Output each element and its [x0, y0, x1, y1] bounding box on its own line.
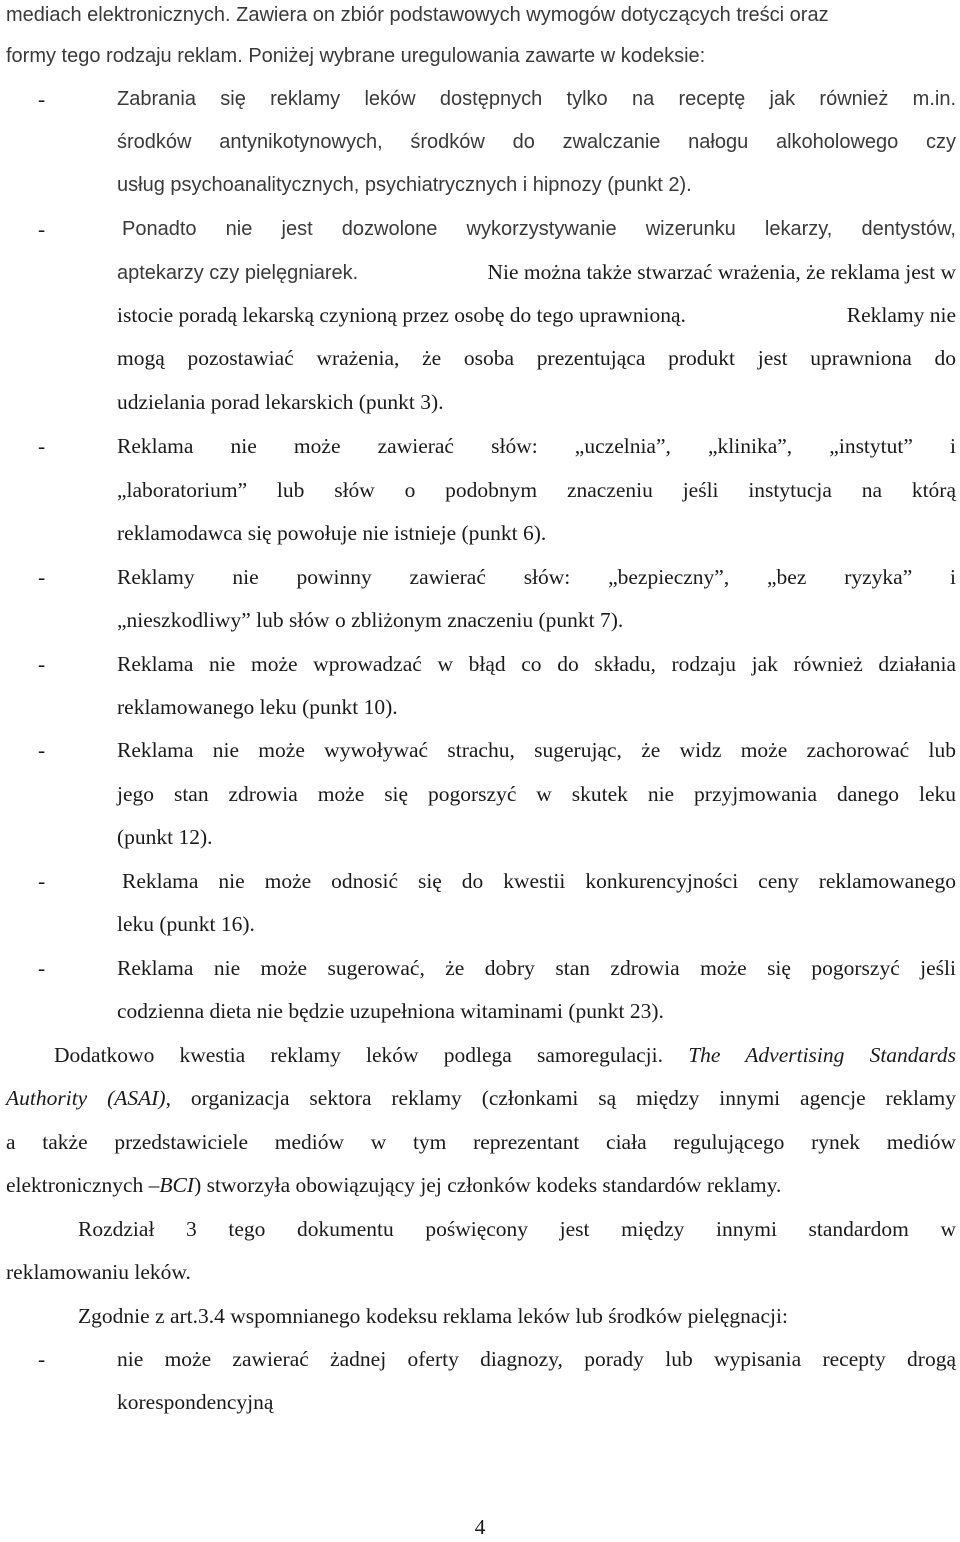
- list-bullet: -: [38, 1347, 46, 1371]
- paragraph-fragment: Dodatkowo kwestia reklamy leków podlega samoregulacji.: [54, 1043, 663, 1067]
- list-bullet: -: [38, 565, 46, 589]
- list-bullet: -: [38, 738, 46, 762]
- paragraph-fragment: , organizacja sektora reklamy (członkami są między innymi agencje reklamy: [165, 1086, 956, 1110]
- list-item-line: „nieszkodliwy” lub słów o zbliżonym znaczeniu (punkt 7).: [117, 608, 624, 632]
- list-bullet: -: [38, 869, 46, 893]
- list-item-line: jego stan zdrowia może się pogorszyć w skutek nie przyjmowania danego leku: [117, 782, 956, 806]
- list-item-line: reklamowanego leku (punkt 10).: [117, 695, 398, 719]
- paragraph-line: a także przedstawiciele mediów w tym reprezentant ciała regulującego rynek mediów: [6, 1130, 956, 1154]
- list-item-line: Reklama nie może sugerować, że dobry stan zdrowia może się pogorszyć jeśli: [117, 956, 956, 980]
- paragraph-fragment-italic: BCI: [159, 1173, 195, 1197]
- list-item-fragment: istocie poradą lekarską czynioną przez osobę do tego uprawnioną.: [117, 303, 686, 327]
- page-number: 4: [474, 1515, 486, 1539]
- list-bullet: -: [38, 956, 46, 980]
- list-bullet: -: [38, 87, 46, 111]
- paragraph-line: Rozdział 3 tego dokumentu poświęcony jest między innymi standardom w: [78, 1217, 956, 1241]
- list-item-fragment: Nie można także stwarzać wrażenia, że reklama jest w: [487, 260, 956, 284]
- list-item-line: codzienna dieta nie będzie uzupełniona witaminami (punkt 23).: [117, 999, 664, 1023]
- list-item-line: Reklama nie może odnosić się do kwestii konkurencyjności ceny reklamowanego: [122, 869, 956, 893]
- paragraph-line: Zgodnie z art.3.4 wspomnianego kodeksu reklama leków lub środków pielęgnacji:: [78, 1304, 788, 1328]
- list-item-line: leku (punkt 16).: [117, 912, 255, 936]
- paragraph-fragment-italic: The Advertising Standards: [688, 1043, 956, 1067]
- list-item-line: Reklamy nie powinny zawierać słów: „bezpieczny”, „bez ryzyka” i: [117, 565, 956, 589]
- paragraph-line: [54, 1040, 956, 1070]
- list-item-line: Reklama nie może wywoływać strachu, sugerując, że widz może zachorować lub: [117, 738, 956, 762]
- list-item-fragment: Reklamy nie: [846, 303, 956, 327]
- paragraph-line: [6, 1083, 956, 1113]
- list-item-line: [117, 257, 956, 288]
- paragraph-line: [6, 1170, 956, 1200]
- list-item-line: korespondencyjną: [117, 1390, 274, 1414]
- list-item-line: środków antynikotynowych, środków do zwalczanie nałogu alkoholowego czy: [117, 131, 956, 153]
- paragraph-fragment: elektronicznych –: [6, 1173, 160, 1197]
- list-item-line: reklamodawca się powołuje nie istnieje (punkt 6).: [117, 521, 547, 545]
- list-bullet: -: [38, 652, 46, 676]
- list-item-line: [117, 300, 956, 330]
- list-item-line: (punkt 12).: [117, 825, 213, 849]
- list-item-line: mogą pozostawiać wrażenia, że osoba prezentująca produkt jest uprawniona do: [117, 346, 956, 370]
- list-item-fragment: aptekarzy czy pielęgniarek.: [117, 262, 359, 284]
- list-item-line: Ponadto nie jest dozwolone wykorzystywanie wizerunku lekarzy, dentystów,: [122, 218, 956, 240]
- paragraph-fragment: ) stworzyła obowiązujący jej członków kodeks standardów reklamy.: [194, 1173, 782, 1197]
- list-bullet: -: [38, 434, 46, 458]
- list-item-line: Reklama nie może zawierać słów: „uczelnia”, „klinika”, „instytut” i: [117, 434, 956, 458]
- list-item-line: Reklama nie może wprowadzać w błąd co do składu, rodzaju jak również działania: [117, 652, 956, 676]
- list-item-line: nie może zawierać żadnej oferty diagnozy, porady lub wypisania recepty drogą: [117, 1347, 956, 1371]
- list-item-line: „laboratorium” lub słów o podobnym znaczeniu jeśli instytucja na którą: [117, 478, 956, 502]
- list-item-line: usług psychoanalitycznych, psychiatrycznych i hipnozy (punkt 2).: [117, 174, 692, 196]
- paragraph-fragment-italic: Authority (ASAI): [6, 1086, 166, 1110]
- paragraph-line: mediach elektronicznych. Zawiera on zbiór podstawowych wymogów dotyczących treści oraz: [6, 4, 829, 26]
- list-item-line: udzielania porad lekarskich (punkt 3).: [117, 390, 444, 414]
- paragraph-line: formy tego rodzaju reklam. Poniżej wybrane uregulowania zawarte w kodeksie:: [6, 45, 706, 67]
- paragraph-line: reklamowaniu leków.: [6, 1260, 191, 1284]
- list-bullet: -: [38, 217, 46, 241]
- list-item-line: Zabrania się reklamy leków dostępnych tylko na receptę jak również m.in.: [117, 88, 956, 110]
